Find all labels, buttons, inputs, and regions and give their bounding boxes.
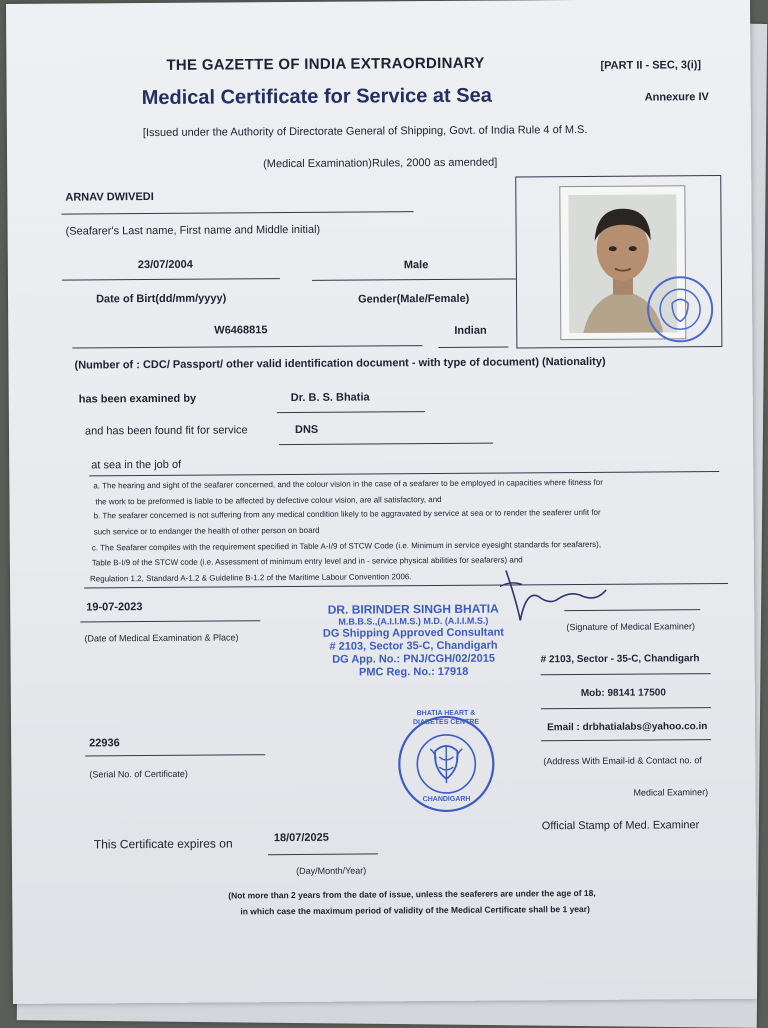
certificate-page (6, 0, 757, 1004)
exam-date-label: (Date of Medical Examination & Place) (84, 632, 239, 644)
exam-date-value: 19-07-2023 (86, 601, 143, 614)
examiner-address: # 2103, Sector - 35-C, Chandigarh (540, 653, 700, 666)
seafarer-name-label: (Seafarer's Last name, First name and Middle initial) (65, 223, 321, 238)
document-underline (72, 345, 422, 348)
examiner-underline (277, 411, 425, 413)
address-label-2: Medical Examiner) (633, 787, 709, 798)
part-reference: [PART II - SEC, 3(i)] (600, 59, 702, 72)
address-label-1: (Address With Email-id & Contact no. of (543, 755, 702, 767)
condition-b-line-1: b. The seafarer concerned is not suffering from any medical condition likely to be aggravated by service at sea or to render the seaferer unfit for (93, 507, 601, 521)
seafarer-name-value: ARNAV DWIVEDI (65, 190, 154, 204)
doctor-stamp-dg-no: DG App. No.: PNJ/CGH/02/2015 (332, 652, 496, 666)
condition-c-line-3: Regulation 1.2, Standard A-1.2 & Guideline B-1.2 of the Maritime Labour Convention 2006. (89, 572, 412, 584)
mobile-underline (541, 707, 711, 709)
round-stamp-top-text: BHATIA HEART & DIABETES CENTRE (412, 709, 480, 727)
expiry-date-format: (Day/Month/Year) (296, 865, 367, 876)
nationality-underline (438, 347, 508, 348)
serial-number-label: (Serial No. of Certificate) (89, 768, 188, 780)
dob-label: Date of Birt(dd/mm/yyyy) (96, 292, 227, 306)
doctor-stamp (288, 602, 539, 680)
conditions-underline (84, 583, 728, 588)
authority-line-2: (Medical Examination)Rules, 2000 as amended] (263, 156, 498, 171)
authority-line-1: [Issued under the Authority of Directorate General of Shipping, Govt. of India Rule 4 of M.S. (142, 123, 588, 140)
gender-value: Male (403, 259, 429, 272)
name-underline (61, 211, 413, 214)
condition-c-line-1: c. The Seafarer compiles with the requirement specified in Table A-I/9 of STCW Code (i.e. Minimum in service eyesight standards for seafarers), (91, 539, 602, 553)
expiry-date-value: 18/07/2025 (273, 831, 329, 845)
expiry-label: This Certificate expires on (93, 836, 233, 852)
expiry-underline (268, 853, 378, 855)
address-underline (541, 673, 711, 675)
examiner-email: Email : drbhatialabs@yahoo.co.in (547, 721, 708, 734)
dob-underline (62, 278, 280, 281)
job-underline (89, 471, 719, 476)
condition-c-line-2: Table B-I/9 of the STCW code (i.e. Assessment of minimum entry level and in - service physical abilities for seafarers) and (91, 555, 523, 568)
certificate-title: Medical Certificate for Service at Sea (141, 84, 492, 110)
dob-value: 23/07/2004 (137, 258, 193, 272)
validity-note-line-2: in which case the maximum period of validity of the Medical Certificate shall be 1 year) (240, 903, 590, 917)
fit-underline (279, 443, 493, 445)
examiner-value: Dr. B. S. Bhatia (290, 391, 370, 405)
examined-by-label: has been examined by (78, 392, 197, 406)
serial-underline (85, 754, 265, 756)
serial-number-value: 22936 (89, 737, 120, 750)
examiner-mobile: Mob: 98141 17500 (580, 687, 666, 700)
gender-label: Gender(Male/Female) (358, 292, 470, 306)
doctor-stamp-qualification: M.B.B.S.,(A.I.I.M.S.) M.D. (A.I.I.M.S.) (338, 615, 489, 627)
round-stamp-bottom-text: CHANDIGARH (422, 795, 471, 804)
nationality-value: Indian (454, 324, 487, 337)
condition-a-line-1: a. The hearing and sight of the seafarer concerned, and the colour vision in the case of a seafarer to be employed in capacities where fitness for (93, 477, 603, 491)
doctor-stamp-address: # 2103, Sector 35-C, Chandigarh (329, 639, 498, 653)
doctor-stamp-pmc-no: PMC Reg. No.: 17918 (358, 665, 469, 679)
gender-underline (312, 278, 516, 280)
email-underline (541, 739, 711, 741)
condition-b-line-2: such service or to endanger the health of other person on board (93, 525, 320, 537)
gazette-title: THE GAZETTE OF INDIA EXTRAORDINARY (166, 54, 485, 74)
signature-underline (564, 609, 700, 611)
official-stamp-label: Official Stamp of Med. Examiner (541, 819, 700, 833)
fit-for-service-value: DNS (294, 423, 319, 436)
condition-a-line-2: the work to be preformed is liable to be affected by defective colour vision, are all satisfactory, and (95, 494, 442, 507)
photo-seal-stamp-icon (644, 269, 715, 351)
exam-date-underline (80, 620, 260, 622)
job-label: at sea in the job of (91, 458, 182, 472)
annexure-label: Annexure IV (644, 91, 709, 104)
validity-note-line-1: (Not more than 2 years from the date of issue, unless the seaferers are under the age of 18, (228, 887, 596, 901)
document-number-value: W6468815 (214, 324, 268, 337)
doctor-stamp-approval: DG Shipping Approved Consultant (322, 626, 504, 640)
signature-label: (Signature of Medical Examiner) (566, 621, 695, 633)
doctor-stamp-name: DR. BIRINDER SINGH BHATIA (327, 601, 499, 617)
fit-for-service-label: and has been found fit for service (84, 424, 248, 438)
document-label: (Number of : CDC/ Passport/ other valid identification document - with type of document) (Nationality) (74, 355, 606, 372)
